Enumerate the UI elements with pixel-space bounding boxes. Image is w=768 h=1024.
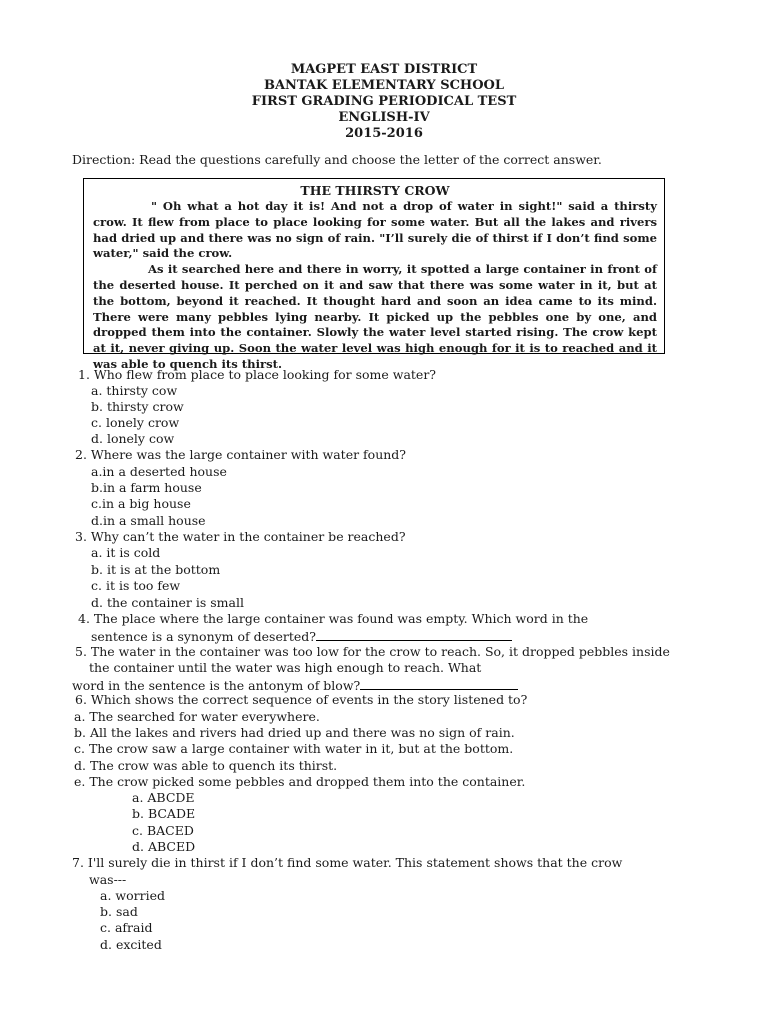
test-name: FIRST GRADING PERIODICAL TEST <box>251 94 517 109</box>
q7-option-a: a. worried <box>100 888 165 903</box>
q7-option-d: d. excited <box>100 937 162 952</box>
q2-option-b: b.in a farm house <box>91 480 202 495</box>
q3-option-b: b. it is at the bottom <box>91 562 221 577</box>
q6-event-d: d. The crow was able to quench its thirst. <box>74 758 338 773</box>
question-3: 3. Why can’t the water in the container be reached? <box>75 529 406 544</box>
question-5-text: word in the sentence is the antonym of blow? <box>72 678 361 693</box>
q1-option-c: c. lonely crow <box>91 415 180 430</box>
answer-blank[interactable] <box>360 676 518 690</box>
direction-text: Direction: Read the questions carefully and choose the letter of the correct answer. <box>72 152 602 167</box>
school-year: 2015-2016 <box>345 126 423 141</box>
school-name: BANTAK ELEMENTARY SCHOOL <box>263 78 505 93</box>
question-7-cont: was--- <box>89 872 127 887</box>
question-6: 6. Which shows the correct sequence of events in the story listened to? <box>75 692 528 707</box>
q6-option-c: c. BACED <box>132 823 194 838</box>
question-2: 2. Where was the large container with water found? <box>75 447 406 462</box>
q6-event-b: b. All the lakes and rivers had dried up and there was no sign of rain. <box>74 725 515 740</box>
q7-option-c: c. afraid <box>100 920 153 935</box>
q6-option-a: a. ABCDE <box>132 790 195 805</box>
q7-option-b: b. sad <box>100 904 138 919</box>
q1-option-a: a. thirsty cow <box>91 383 178 398</box>
story-paragraph: As it searched here and there in worry, it spotted a large container in front of the deserted house. It perched on it and saw that there was some water in it, but at the bottom, beyond it reached. It thought hard and soon an idea came to its mind. There were many pebbles lying nearby. It picked up the pebbles one by one, and dropped them into the container. Slowly the water level started rising. The crow kept at it, never giving up. Soon the water level was high enough for it is to reached and it was able to quench its thirst. <box>93 262 657 371</box>
q6-event-e: e. The crow picked some pebbles and dropped them into the container. <box>74 774 526 789</box>
q6-option-b: b. BCADE <box>132 806 196 821</box>
q3-option-a: a. it is cold <box>91 545 161 560</box>
q2-option-c: c.in a big house <box>91 496 191 511</box>
q1-option-b: b. thirsty crow <box>91 399 184 414</box>
question-4-cont <box>91 627 512 645</box>
story-paragraph: " Oh what a hot day it is! And not a drop of water in sight!" said a thirsty crow. It flew from place to place looking for some water. But all the lakes and rivers had dried up and there was no sign of rain. "I’ll surely die of thirst if I don’t find some water," said the crow. <box>93 199 657 261</box>
question-4-text: sentence is a synonym of deserted? <box>91 629 316 644</box>
q3-option-c: c. it is too few <box>91 578 181 593</box>
q6-event-a: a. The searched for water everywhere. <box>74 709 320 724</box>
question-4: 4. The place where the large container was found was empty. Which word in the <box>78 611 589 626</box>
district-name: MAGPET EAST DISTRICT <box>290 62 478 77</box>
q3-option-d: d. the container is small <box>91 595 244 610</box>
q2-option-a: a.in a deserted house <box>91 464 227 479</box>
story-box <box>83 178 665 371</box>
question-5: 5. The water in the container was too low for the crow to reach. So, it dropped pebbles inside <box>75 644 670 659</box>
story-title: THE THIRSTY CROW <box>300 183 450 198</box>
q6-option-d: d. ABCED <box>132 839 196 854</box>
q1-option-d: d. lonely cow <box>91 431 175 446</box>
q6-event-c: c. The crow saw a large container with water in it, but at the bottom. <box>74 741 514 756</box>
test-header <box>0 62 768 142</box>
subject-name: ENGLISH-IV <box>338 110 430 125</box>
answer-blank[interactable] <box>316 627 512 641</box>
question-5-cont: the container until the water was high enough to reach. What <box>89 660 482 675</box>
q2-option-d: d.in a small house <box>91 513 206 528</box>
question-1: 1. Who flew from place to place looking for some water? <box>78 367 436 382</box>
question-7: 7. I'll surely die in thirst if I don’t find some water. This statement shows that the crow <box>72 855 623 870</box>
